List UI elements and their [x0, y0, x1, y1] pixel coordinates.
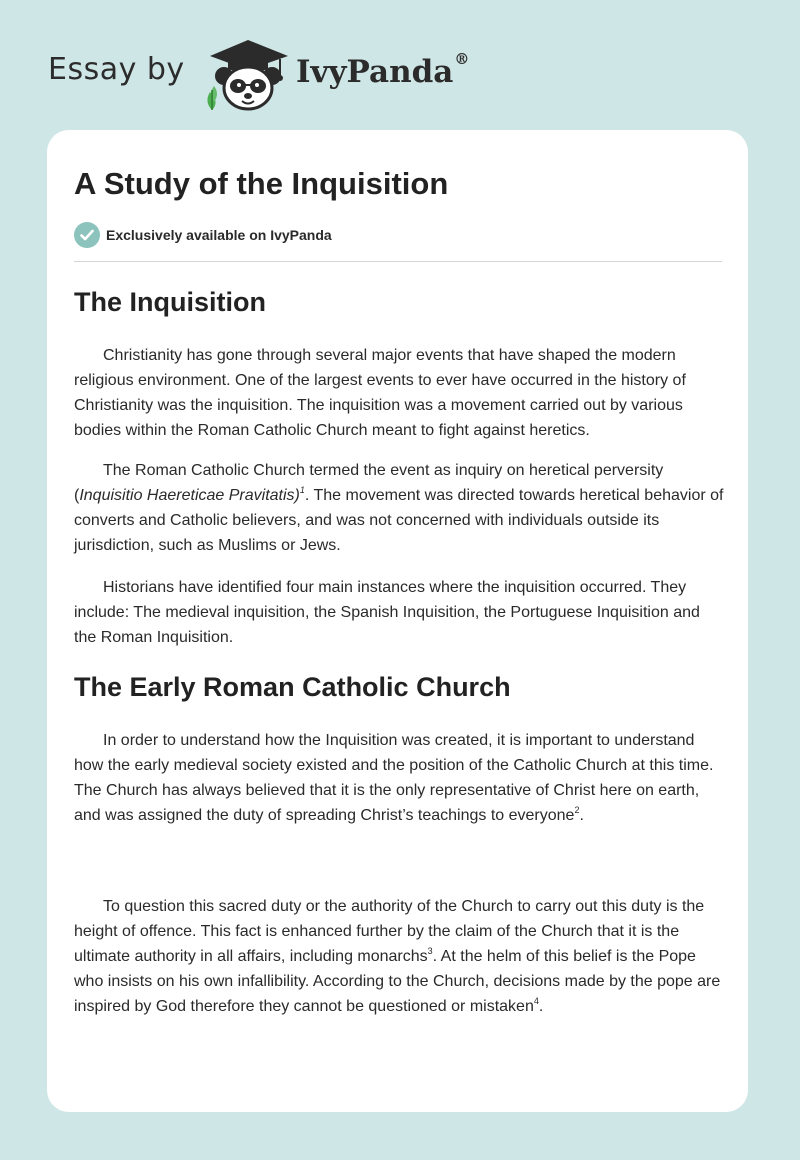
footnote-ref[interactable]: 2	[574, 804, 580, 815]
brand-prefix: Essay by	[48, 52, 185, 87]
checkmark-icon	[74, 222, 100, 248]
exclusive-badge	[74, 222, 332, 248]
section-heading-inquisition: The Inquisition	[74, 287, 266, 317]
paragraph: To question this sacred duty or the authority of the Church to carry out this duty is the height of offence. This fact is enhanced further by the claim of the Church that it is the ultimate authority in all affairs, including monarchs$^3$. At the helm of this belief is the Pope who insists on his own infallibility. According to the Church, decisions made by the pope are inspired by God therefore they cannot be questioned or mistaken$^4$.	[74, 898, 721, 1015]
footnote-ref[interactable]: 1	[299, 484, 305, 495]
latin-term: Inquisitio Haereticae Pravitatis)	[79, 487, 300, 504]
footnote-ref[interactable]: 3	[427, 945, 433, 956]
site-header	[0, 0, 800, 118]
paragraph: Historians have identified four main instances where the inquisition occurred. They include: The medieval inquisition, the Spanish Inquisition, the Portuguese Inquisition and the Roman Inquisition.	[74, 579, 700, 646]
panda-logo-icon[interactable]	[200, 32, 296, 112]
article-card	[47, 130, 748, 1112]
paragraph: Christianity has gone through several major events that have shaped the modern religious environment. One of the largest events to ever have occurred in the history of Christianity was the inquisition. The inquisition was a movement carried out by various bodies within the Roman Catholic Church meant to fight against heretics.	[74, 347, 686, 439]
article-title: A Study of the Inquisition	[74, 166, 449, 201]
registered-mark: ®	[454, 50, 470, 68]
paragraph: In order to understand how the Inquisition was created, it is important to understand how the early medieval society existed and the position of the Catholic Church at this time. The Church has always believed that it is the only representative of Christ here on earth, and was assigned the duty of spreading Christ’s teachings to everyone$^2$.	[74, 732, 714, 824]
footnote-ref[interactable]: 4	[533, 995, 539, 1006]
paragraph: The Roman Catholic Church termed the event as inquiry on heretical perversity (Inquisitio Haereticae Pravitatis)$^1$. The movement was directed towards heretical behavior of converts and Catholic believers, and was not concerned with individuals outside its jurisdiction, such as Muslims or Jews.	[74, 462, 724, 554]
title-divider	[74, 261, 722, 262]
section-heading-early-church: The Early Roman Catholic Church	[74, 672, 511, 702]
brand-name[interactable]: IvyPanda®	[296, 50, 470, 90]
badge-text: Exclusively available on IvyPanda	[106, 227, 332, 243]
